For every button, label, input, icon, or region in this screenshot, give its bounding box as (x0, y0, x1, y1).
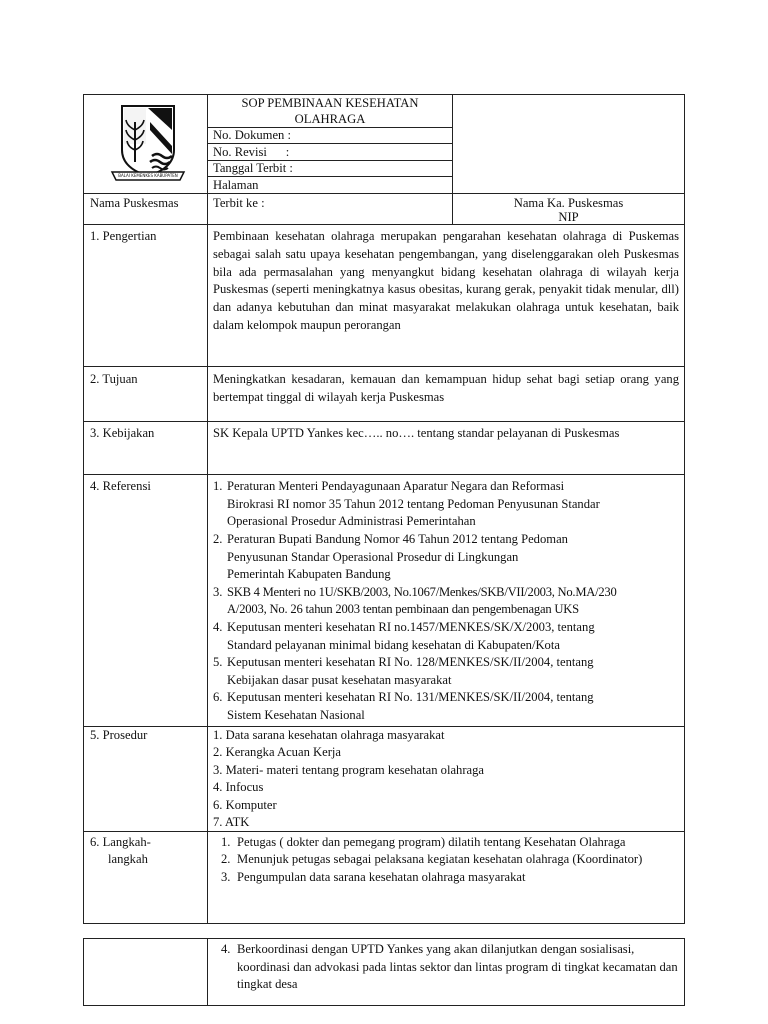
referensi-label: 4. Referensi (90, 479, 151, 493)
pengertian-text: Pembinaan kesehatan olahraga merupakan pengarahan kesehatan olahraga di Puskemas sebagai salah satu upaya kesehatan pengembangan, yang diselenggarakan oleh Puskesmas bila ada permasalahan yang menyangkut bidang kesehatan olahraga di wilayah kerja Puskesmas (seperti meningkatnya kasus obesitas, kurang gerak, penyakit tidak menular, dll) dan adanya kebutuhan dan minat masyarakat melakukan olahraga untuk kesehatan, baik dalam kelompok maupun perorangan (213, 229, 679, 332)
referensi-item-line: Standard pelayanan minimal bidang kesehatan di Kabupaten/Kota (227, 637, 560, 652)
referensi-item-line: Operasional Prosedur Administrasi Pemerintahan (227, 514, 476, 528)
referensi-item (213, 531, 681, 584)
langkah-item-text: Petugas ( dokter dan pemegang program) dilatih tentang Kesehatan Olahraga (237, 835, 626, 849)
tujuan-label: 2. Tujuan (90, 372, 138, 386)
referensi-item-line: Pemerintah Kabupaten Bandung (227, 567, 391, 581)
nama-ka-puskesmas-label: Nama Ka. Puskesmas (513, 196, 624, 210)
referensi-item-line: Peraturan Bupati Bandung Nomor 46 Tahun 2012 tentang Pedoman (227, 532, 568, 546)
referensi-item-line: Birokrasi RI nomor 35 Tahun 2012 tentang Pedoman Penyusunan Standar (227, 496, 600, 511)
prosedur-list (213, 727, 681, 831)
prosedur-item: 1. Data sarana kesehatan olahraga masyarakat (213, 728, 445, 742)
referensi-item-line: Peraturan Menteri Pendayagunaan Aparatur Negara dan Reformasi (227, 479, 565, 493)
referensi-item (213, 689, 681, 724)
langkah-item-number: 4. (221, 942, 231, 956)
referensi-item-number: 5. (213, 655, 223, 669)
langkah-label-cont: langkah (108, 852, 148, 866)
referensi-item-line: Keputusan menteri kesehatan RI no.1457/MENKES/SK/X/2003, tentang (227, 620, 595, 634)
prosedur-item: 7. ATK (213, 815, 250, 830)
referensi-item-number: 1. (213, 479, 223, 493)
referensi-item-line: Keputusan menteri kesehatan RI No. 128/MENKES/SK/II/2004, tentang (227, 655, 594, 669)
document-title-line2: OLAHRAGA (294, 112, 366, 126)
langkah-item-text: Menunjuk petugas sebagai pelaksana kegiatan kesehatan olahraga (Koordinator) (237, 852, 643, 867)
langkah-item (221, 851, 679, 868)
nama-puskesmas-label: Nama Puskesmas (90, 196, 179, 210)
tujuan-text: Meningkatkan kesadaran, kemauan dan kemampuan hidup sehat bagi setiap orang yang bertempat tinggal di wilayah kerja Puskesmas (213, 372, 679, 404)
langkah-item-text: Pengumpulan data sarana kesehatan olahraga masyarakat (237, 869, 526, 884)
prosedur-item: 3. Materi- materi tentang program kesehatan olahraga (213, 762, 484, 777)
referensi-item-number: 2. (213, 532, 223, 546)
langkah-item-number: 3. (221, 869, 231, 884)
langkah-list (221, 834, 679, 886)
document-title-line1: SOP PEMBINAAN KESEHATAN (241, 96, 419, 110)
langkah-label: 6. Langkah- (90, 835, 151, 849)
prosedur-item: 2. Kerangka Acuan Kerja (213, 745, 341, 760)
kebijakan-label: 3. Kebijakan (90, 426, 155, 440)
logo-banner-text: BALAI KEMENKES KABUPATEN (118, 173, 178, 178)
no-revisi-label: No. Revisi : (213, 145, 290, 159)
pengertian-label: 1. Pengertian (90, 229, 157, 243)
langkah-continued-list (221, 941, 679, 994)
referensi-item-line: SKB 4 Menteri no 1U/SKB/2003, No.1067/Menkes/SKB/VII/2003, No.MA/230 (227, 585, 617, 599)
referensi-item (213, 478, 681, 531)
referensi-item-line: Sistem Kesehatan Nasional (227, 707, 365, 722)
langkah-item-text: Berkoordinasi dengan UPTD Yankes yang akan dilanjutkan dengan sosialisasi, koordinasi dan advokasi pada lintas sektor dan lintas program di tingkat kecamatan dan tingkat desa (237, 942, 678, 992)
referensi-item-number: 4. (213, 620, 223, 634)
referensi-item-line: Keputusan menteri kesehatan RI No. 131/MENKES/SK/II/2004, tentang (227, 690, 594, 704)
referensi-item-number: 3. (213, 585, 223, 599)
tanggal-terbit-label: Tanggal Terbit : (213, 161, 293, 175)
referensi-item (213, 584, 681, 617)
prosedur-item: 6. Komputer (213, 797, 277, 812)
langkah-item-number: 2. (221, 852, 231, 867)
referensi-item (213, 654, 681, 689)
kebijakan-text: SK Kepala UPTD Yankes kec….. no…. tentang standar pelayanan di Puskesmas (213, 426, 620, 440)
referensi-item-number: 6. (213, 690, 223, 704)
terbit-ke-label: Terbit ke : (213, 196, 265, 210)
referensi-item-line: Kebijakan dasar pusat kesehatan masyarakat (227, 672, 452, 687)
langkah-item-number: 1. (221, 835, 231, 849)
nip-label: NIP (558, 210, 579, 224)
langkah-item (221, 941, 679, 994)
langkah-item (221, 834, 679, 851)
regency-logo (110, 100, 186, 186)
referensi-item (213, 619, 681, 654)
halaman-label: Halaman (213, 178, 259, 192)
prosedur-item: 4. Infocus (213, 780, 264, 795)
referensi-item-line: A/2003, No. 26 tahun 2003 tentan pembinaan dan pengembenagan UKS (227, 601, 579, 616)
prosedur-label: 5. Prosedur (90, 728, 148, 742)
no-dokumen-label: No. Dokumen : (213, 128, 292, 142)
referensi-item-line: Penyusunan Standar Operasional Prosedur di Lingkungan (227, 549, 519, 564)
langkah-item (221, 869, 679, 886)
